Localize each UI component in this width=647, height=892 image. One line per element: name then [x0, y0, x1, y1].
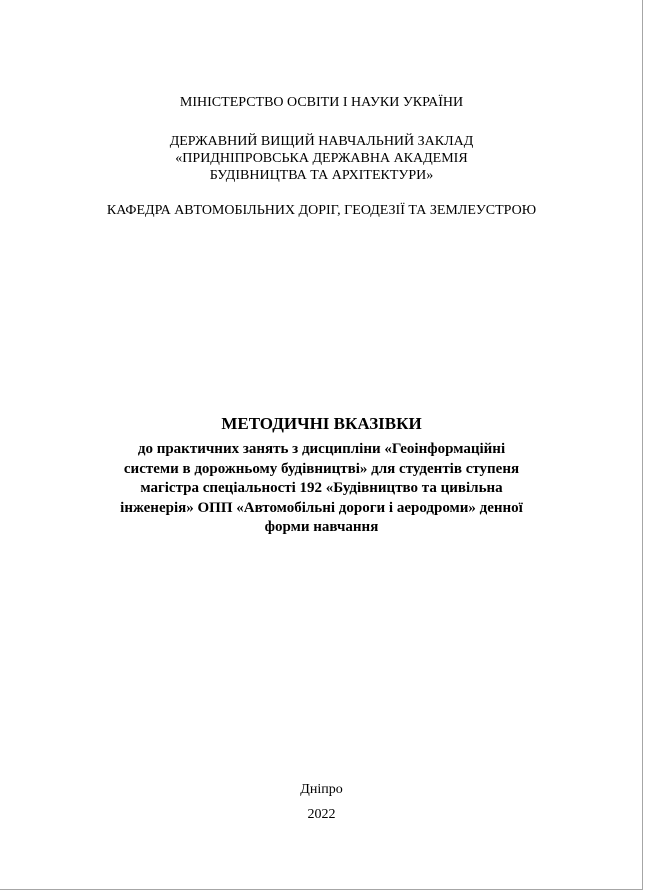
subtitle-line: інженерія» ОПП «Автомобільні дороги і аеродроми» денної	[120, 499, 523, 516]
institution-line-3: БУДІВНИЦТВА ТА АРХІТЕКТУРИ»	[209, 168, 434, 183]
institution-line-1: ДЕРЖАВНИЙ ВИЩИЙ НАВЧАЛЬНИЙ ЗАКЛАД	[169, 134, 474, 149]
subtitle-line: форми навчання	[264, 519, 379, 535]
year-label: 2022	[307, 807, 336, 822]
subtitle-line: до практичних занять з дисципліни «Геоінформаційні	[137, 441, 506, 457]
city-label: Дніпро	[300, 782, 343, 797]
subtitle-line: магістра спеціальності 192 «Будівництво та цивільна	[140, 480, 503, 496]
subtitle-line: системи в дорожньому будівництві» для студентів ступеня	[123, 460, 520, 477]
document-subtitle	[60, 440, 583, 538]
department-heading: КАФЕДРА АВТОМОБІЛЬНИХ ДОРІГ, ГЕОДЕЗІЇ ТА ЗЕМЛЕУСТРОЮ	[106, 203, 537, 218]
document-title: МЕТОДИЧНІ ВКАЗІВКИ	[221, 414, 422, 433]
institution-line-2: «ПРИДНІПРОВСЬКА ДЕРЖАВНА АКАДЕМІЯ	[175, 151, 468, 166]
ministry-heading: МІНІСТЕРСТВО ОСВІТИ І НАУКИ УКРАЇНИ	[179, 95, 464, 110]
